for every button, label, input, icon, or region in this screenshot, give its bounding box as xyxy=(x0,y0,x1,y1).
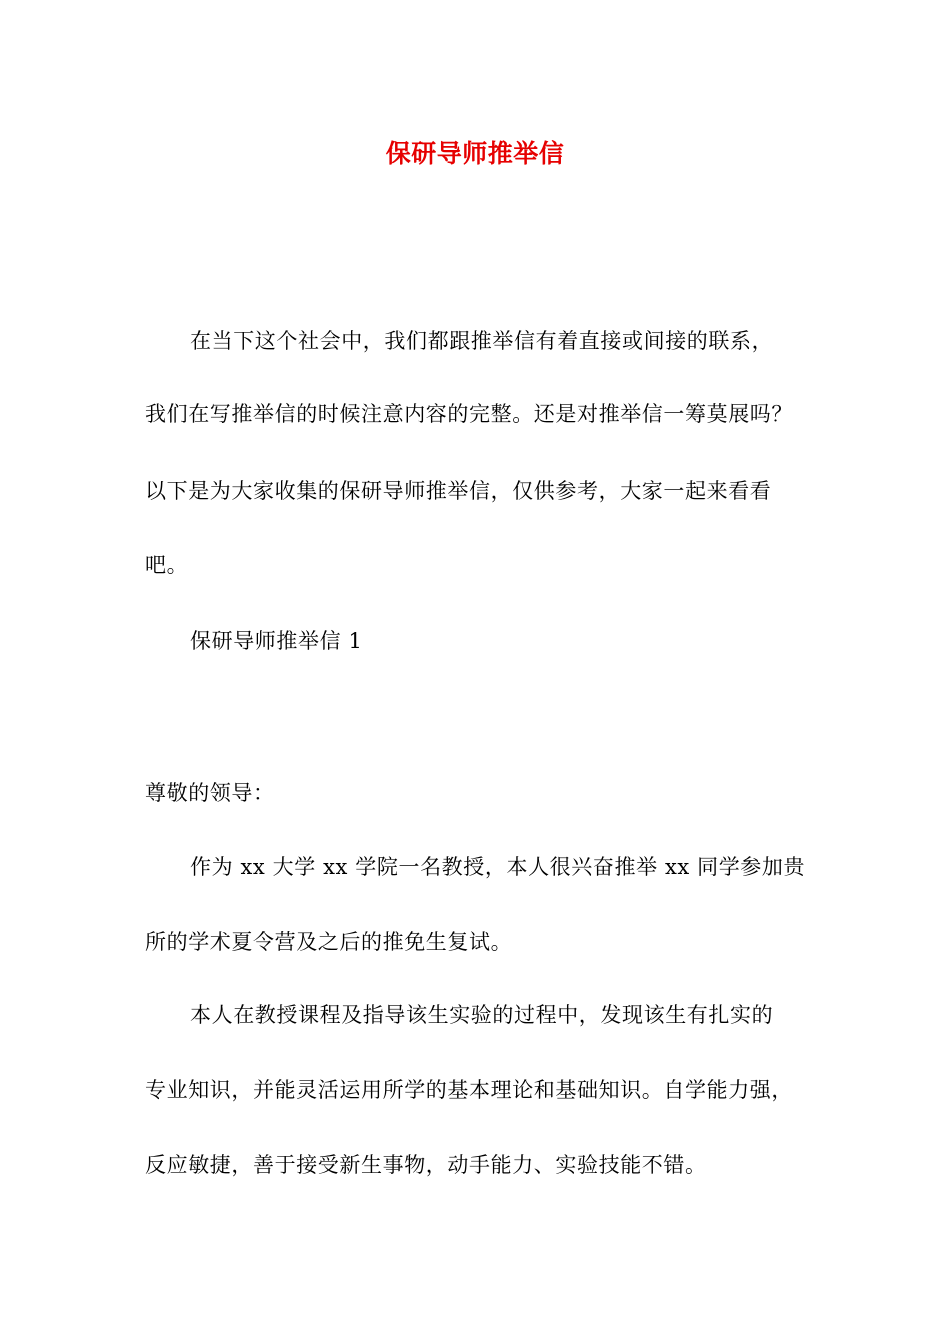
intro-line-3: 以下是为大家收集的保研导师推举信，仅供参考，大家一起来看看 xyxy=(145,479,772,503)
salutation: 尊敬的领导： xyxy=(145,781,275,805)
body-line-4: 专业知识，并能灵活运用所学的基本理论和基础知识。自学能力强， xyxy=(145,1078,793,1102)
section-heading: 保研导师推举信 1 xyxy=(190,629,363,653)
body-line-3: 本人在教授课程及指导该生实验的过程中，发现该生有扎实的 xyxy=(190,1003,774,1027)
body-line-1: 作为 xx 大学 xx 学院一名教授，本人很兴奋推举 xx 同学参加贵 xyxy=(190,855,806,879)
intro-line-1: 在当下这个社会中，我们都跟推举信有着直接或间接的联系， xyxy=(190,329,774,353)
intro-line-4: 吧。 xyxy=(145,553,189,577)
body-line-5: 反应敏捷，善于接受新生事物，动手能力、实验技能不错。 xyxy=(145,1153,707,1177)
document-title: 保研导师推举信 xyxy=(385,139,565,168)
body-line-2: 所的学术夏令营及之后的推免生复试。 xyxy=(145,930,513,954)
intro-line-2: 我们在写推举信的时候注意内容的完整。还是对推举信一筹莫展吗？ xyxy=(145,402,793,426)
